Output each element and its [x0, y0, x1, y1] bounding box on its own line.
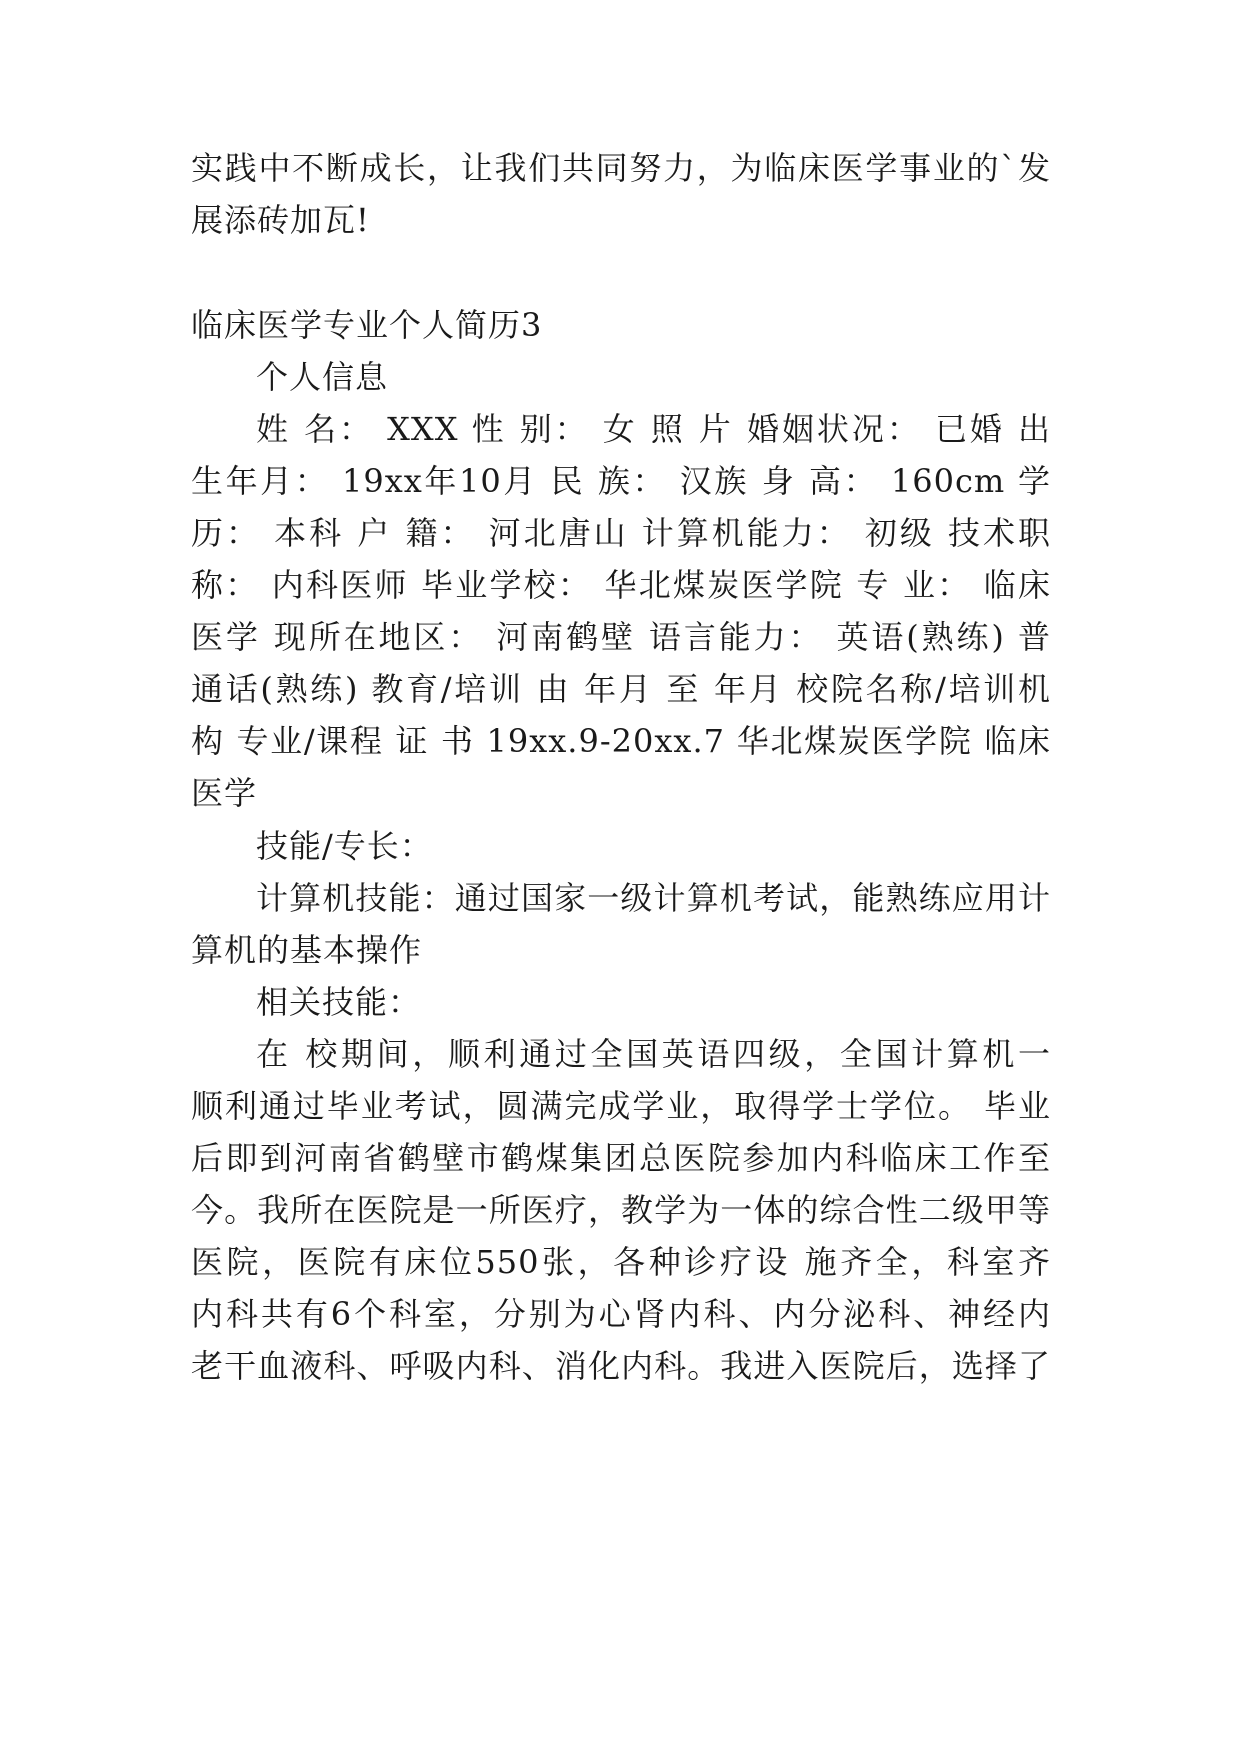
computer-skill-line-1: 计算机技能：通过国家一级计算机考试，能熟练应用计	[256, 879, 1051, 917]
related-skill-line-6: 内科共有6个科室，分别为心肾内科、内分泌科、神经内	[191, 1295, 1051, 1333]
computer-skill-line-2: 算机的基本操作	[191, 931, 423, 969]
related-skills-heading: 相关技能：	[256, 983, 422, 1021]
personal-info-line-8: 医学	[191, 774, 258, 812]
personal-info-line-5: 医学 现所在地区： 河南鹤壁 语言能力： 英语(熟练) 普	[191, 618, 1051, 656]
section-title: 临床医学专业个人简历3	[191, 306, 543, 344]
intro-line-1: 实践中不断成长，让我们共同努力，为临床医学事业的`发	[191, 149, 1051, 187]
personal-info-line-2: 生年月： 19xx年10月 民 族： 汉族 身 高： 160cm 学	[191, 462, 1051, 500]
personal-info-heading: 个人信息	[256, 358, 389, 396]
skills-heading: 技能/专长：	[256, 827, 433, 865]
related-skill-line-1: 在 校期间，顺利通过全国英语四级，全国计算机一	[256, 1035, 1051, 1073]
personal-info-line-1: 姓 名： XXX 性 别： 女 照 片 婚姻状况： 已婚 出	[256, 410, 1051, 448]
related-skill-line-2: 顺利通过毕业考试，圆满完成学业，取得学士学位。 毕业	[191, 1087, 1051, 1125]
related-skill-line-3: 后即到河南省鹤壁市鹤煤集团总医院参加内科临床工作至	[191, 1139, 1051, 1177]
personal-info-line-4: 称： 内科医师 毕业学校： 华北煤炭医学院 专 业： 临床	[191, 566, 1051, 604]
personal-info-line-3: 历： 本科 户 籍： 河北唐山 计算机能力： 初级 技术职	[191, 514, 1051, 552]
intro-line-2: 展添砖加瓦!	[191, 201, 370, 239]
personal-info-line-6: 通话(熟练) 教育/培训 由 年月 至 年月 校院名称/培训机	[191, 670, 1051, 708]
related-skill-line-4: 今。我所在医院是一所医疗，教学为一体的综合性二级甲等	[191, 1191, 1051, 1229]
related-skill-line-7: 老干血液科、呼吸内科、消化内科。我进入医院后，选择了	[191, 1347, 1051, 1385]
personal-info-line-7: 构 专业/课程 证 书 19xx.9-20xx.7 华北煤炭医学院 临床	[191, 722, 1051, 760]
related-skill-line-5: 医院，医院有床位550张，各种诊疗设 施齐全，科室齐	[191, 1243, 1051, 1281]
